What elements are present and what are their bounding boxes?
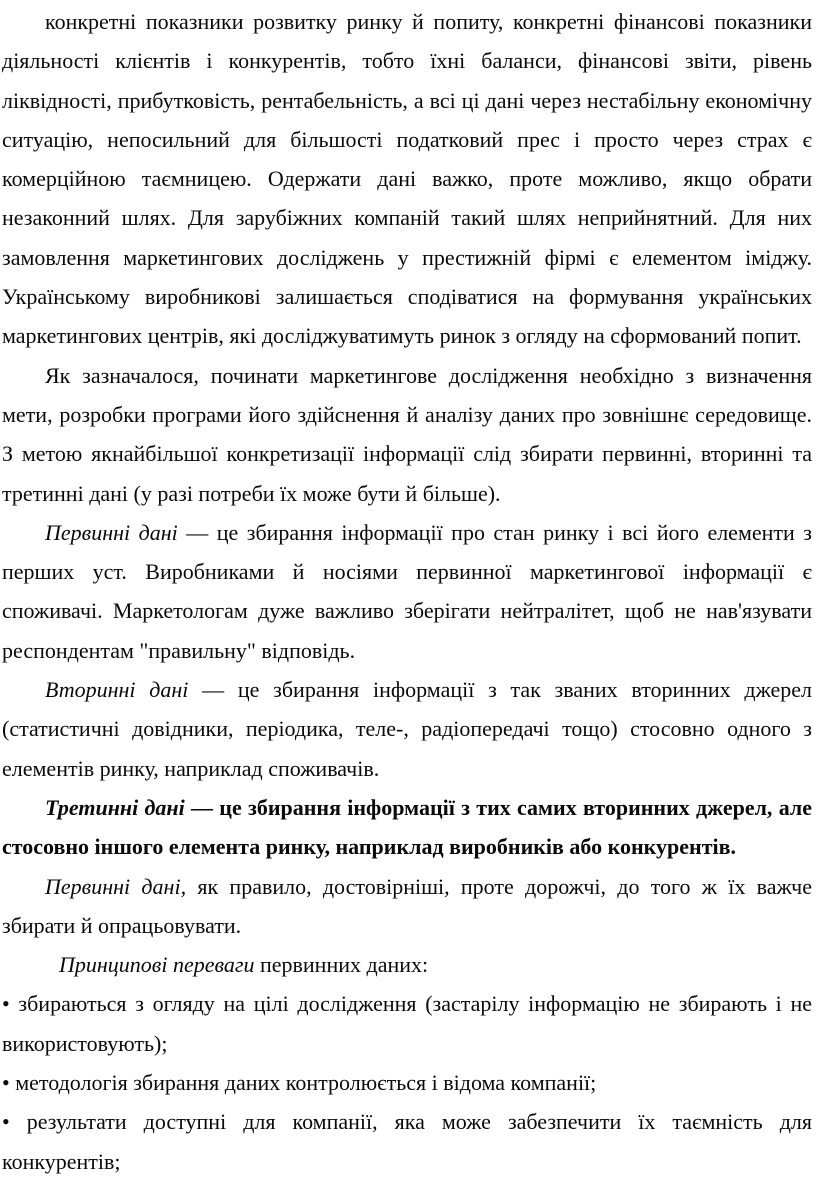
bullet-text: збираються з огляду на цілі дослідження (застарілу інформацію не збирають і не використовують); — [2, 991, 813, 1056]
bullet-text: результати доступні для компанії, яка може забезпечити їх таємність для конкурентів; — [2, 1109, 813, 1174]
bullet-item-results-available — [2, 1102, 812, 1179]
bullet-marker: • — [2, 1109, 10, 1135]
paragraph-primary-data-reliability — [2, 867, 812, 946]
bullet-text: методологія збирання даних контролюється і відома компанії; — [15, 1070, 597, 1096]
paragraph-text: — це збирання інформації з тих самих вторинних джерел, але стосовно іншого елемента ринку, наприклад виробників або конкурентів. — [2, 794, 812, 860]
term-primary-data: Первинні дані — [45, 519, 178, 545]
paragraph-primary-data-definition — [2, 513, 812, 670]
term-tertiary-data: Третинні дані — [45, 794, 185, 820]
bullet-item-collected-for-goals — [2, 984, 812, 1063]
paragraph-research-start — [2, 356, 812, 513]
paragraph-text: як правило, достовірніші, проте дорожчі, до того ж їх важче збирати й опрацьовувати. — [2, 873, 812, 938]
bullet-item-methodology-controlled — [2, 1063, 812, 1102]
bullet-marker: • — [2, 991, 10, 1017]
paragraph-tertiary-data-definition — [2, 788, 812, 867]
paragraph-advantages-heading — [2, 945, 812, 984]
paragraph-text: — це збирання інформації про стан ринку і всі його елементи з перших уст. Виробниками й носіями первинної маркетингової інформації є споживачі. Маркетологам дуже важливо зберігати нейтралітет, щоб не нав'язувати респондентам "правильну" відповідь. — [2, 519, 812, 663]
paragraph-text: конкретні показники розвитку ринку й попиту, конкретні фінансові показники діяльності клієнтів і конкурентів, тобто їхні баланси, фінансові звіти, рівень ліквідності, прибутковість, рентабельність, а всі ці дані через нестабільну економічну ситуацію, непосильний для більшості податковий прес і просто через страх є комерційною таємницею. Одержати дані важко, проте можливо, якщо обрати незаконний шлях. Для зарубіжних компаній такий шлях неприйнятний. Для них замовлення маркетингових досліджень у престижній фірмі є елементом іміджу. Українському виробникові залишається сподіватися на формування українських маркетингових центрів, які досліджуватимуть ринок з огляду на сформований попит. — [2, 9, 812, 349]
paragraph-secondary-data-definition — [2, 670, 812, 788]
paragraph-text: Як зазначалося, починати маркетингове дослідження необхідно з визначення мети, розробки програми його здійснення й аналізу даних про зовнішнє середовище. З метою якнайбільшої конкретизації інформації слід збирати первинні, вторинні та третинні дані (у разі потреби їх може бути й більше). — [2, 362, 812, 506]
term-primary-data: Первинні дані, — [45, 873, 187, 899]
paragraph-text: — це збирання інформації з так званих вторинних джерел (статистичні довідники, періодика, теле-, радіопередачі тощо) стосовно одного з елементів ринку, наприклад споживачів. — [2, 677, 812, 781]
bullet-marker: • — [2, 1070, 10, 1096]
term-secondary-data: Вторинні дані — [45, 677, 189, 703]
term-principal-advantages: Принципові переваги — [59, 952, 255, 978]
paragraph-text: первинних даних: — [254, 952, 429, 978]
paragraph-market-indicators — [2, 2, 812, 356]
